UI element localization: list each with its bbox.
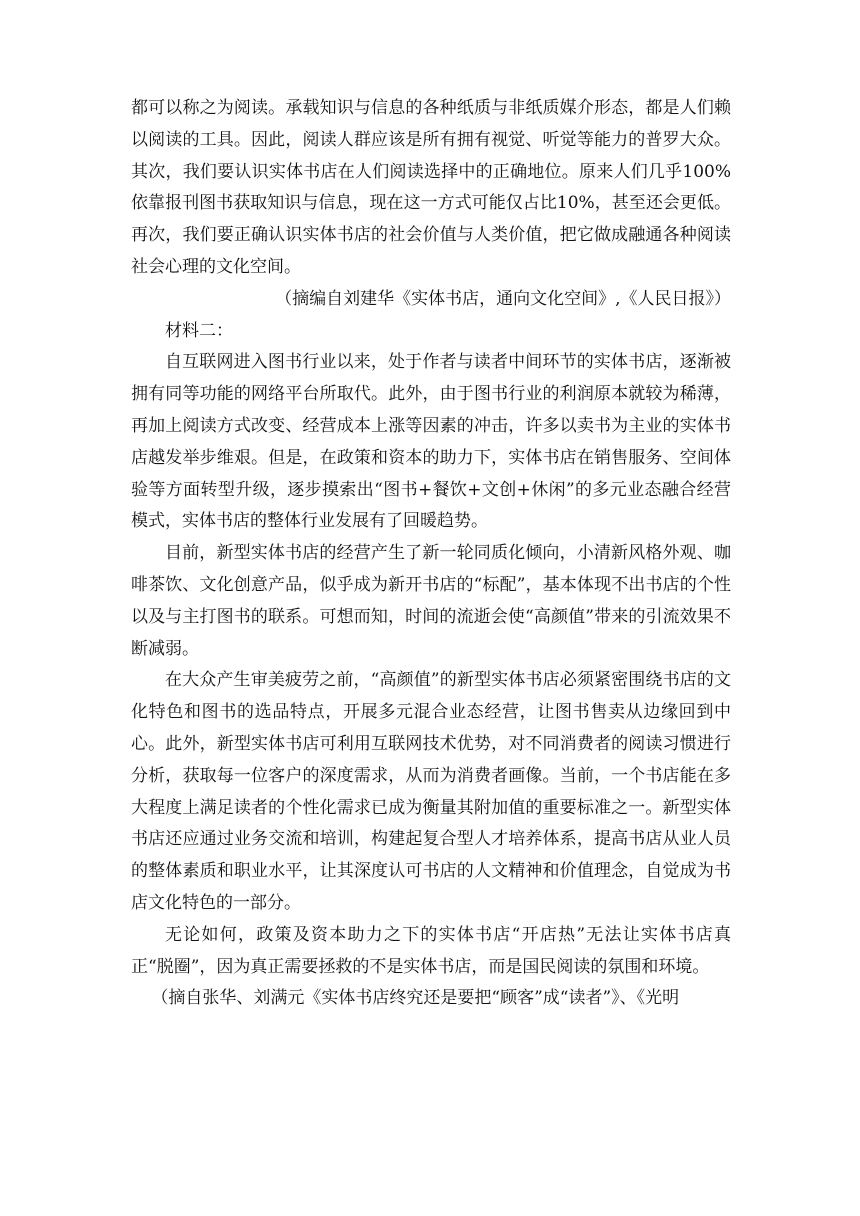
document-body bbox=[131, 93, 731, 1015]
material-2-paragraph-1: 自互联网进入图书行业以来，处于作者与读者中间环节的实体书店，逐渐被拥有同等功能的网络平台所取代。此外，由于图书行业的利润原本就较为稀薄，再加上阅读方式改变、经营成本上涨等因素的冲击，许多以卖书为主业的实体书店越发举步维艰。但是，在政策和资本的助力下，实体书店在销售服务、空间体验等方面转型升级，逐步摸索出“图书+餐饮+文创+休闲”的多元业态融合经营模式，实体书店的整体行业发展有了回暖趋势。 bbox=[131, 352, 731, 532]
material-2-paragraph-4: 无论如何，政策及资本助力之下的实体书店“开店热”无法让实体书店真正“脱圈”，因为真正需要拯救的不是实体书店，而是国民阅读的氛围和环境。 bbox=[131, 924, 731, 977]
material-2-paragraph-3: 在大众产生审美疲劳之前，“高颜值”的新型实体书店必须紧密围绕书店的文化特色和图书的选品特点，开展多元混合业态经营，让图书售卖从边缘回到中心。此外，新型实体书店可利用互联网技术优势，对不同消费者的阅读习惯进行分析，获取每一位客户的深度需求，从而为消费者画像。当前，一个书店能在多大程度上满足读者的个性化需求已成为衡量其附加值的重要标准之一。新型实体书店还应通过业务交流和培训，构建起复合型人才培养体系，提高书店从业人员的整体素质和职业水平，让其深度认可书店的人文精神和价值理念，自觉成为书店文化特色的一部分。 bbox=[131, 670, 731, 913]
material-2-label: 材料二： bbox=[165, 320, 233, 341]
source-citation-2: （摘自张华、刘满元《实体书店终究还是要把“顾客”成“读者”》、《光明 bbox=[151, 988, 680, 1009]
source-citation-1: （摘编自刘建华《实体书店，通向文化空间》,《人民日报》） bbox=[275, 288, 731, 309]
continued-paragraph: 都可以称之为阅读。承载知识与信息的各种纸质与非纸质媒介形态，都是人们赖以阅读的工具。因此，阅读人群应该是所有拥有视觉、听觉等能力的普罗大众。其次，我们要认识实体书店在人们阅读选择中的正确地位。原来人们几乎100%依靠报刊图书获取知识与信息，现在这一方式可能仅占比10%，甚至还会更低。再次，我们要正确认识实体书店的社会价值与人类价值，把它做成融通各种阅读社会心理的文化空间。 bbox=[131, 98, 731, 277]
material-2-paragraph-2: 目前，新型实体书店的经营产生了新一轮同质化倾向，小清新风格外观、咖啡茶饮、文化创意产品，似乎成为新开书店的“标配”，基本体现不出书店的个性以及与主打图书的联系。可想而知，时间的流逝会使“高颜值”带来的引流效果不断减弱。 bbox=[131, 543, 731, 659]
